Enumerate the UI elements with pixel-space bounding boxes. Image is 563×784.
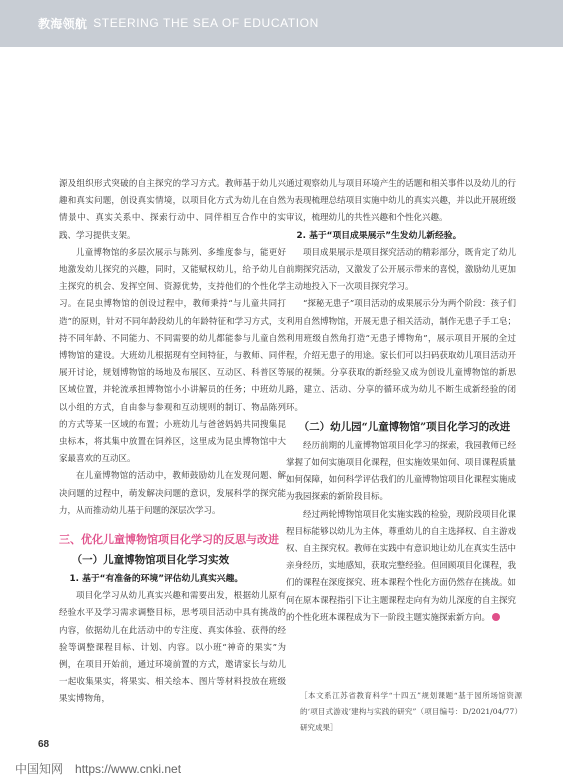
sub-subheading: 2. 基于“项目成果展示”生发幼儿新经验。 <box>296 230 462 241</box>
subsection-heading: （一）儿童博物馆项目化学习实效 <box>71 554 230 567</box>
page-number: 68 <box>38 739 50 750</box>
paragraph: 项目化学习从幼儿真实兴趣和需要出发，根据幼儿原有经验水平及学习需求调整目标，思考项目活动中具有挑战的内容，依据幼儿在此活动中的专注度、真实体验、获得的经验等调整课程目标、计划、内容。以小班“神奇的果实”为例，在项目开始前，通过环境前置的方式，邀请家长与幼儿一起收集果实，将果实、相关绘本、图片等材料投放在班级果实博物角， <box>59 591 286 705</box>
paragraph: 通过观察幼儿与项目环境产生的话题和相关事件以及幼儿的行为表现梳理总结项目实施中幼儿的真实兴趣，并以此开展班级审议，梳理幼儿的共性兴趣和个性化兴趣。 <box>286 179 516 224</box>
paragraph: 经历前期的儿童博物馆项目化学习的探索，我园教师已经掌握了如何实施项目化课程，但实施效果如何、项目课程质量如何保障，如何科学评估我们的儿童博物馆项目化课程实施成为我园探索的新阶段目标。 <box>286 440 516 503</box>
column-logo <box>38 13 319 33</box>
paragraph: “探秘无患子”项目活动的成果展示分为两个阶段：孩子们利用自然博物馆，开展无患子相关活动，制作无患子手工皂；利用班级自然角打造“无患子博物角”，展示项目开展的全过程，介绍无患子的用途。家长们可以扫码获取幼儿项目活动开展的视频。分享获取的新经验又成为创设儿童博物馆的新思路，建立、活动、分享的循环成为幼儿不断生成新经验的闭环。 <box>286 299 516 413</box>
header-band <box>0 0 563 47</box>
paragraph-text: 经过两轮博物馆项目化实施实践的检验，现阶段项目化课程目标能够以幼儿为主体，尊重幼儿的自主选择权、自主游戏权、自主探究权。教师在实践中有意识地让幼儿在真实生活中亲身经历，实地感知，获取完整经验。但回顾项目化课程，我们的课程在深度探究、班本课程个性化方面仍然存在挑战。如何在原本课程指引下让主题课程走向有为幼儿深度的自主探究的个性化班本课程成为下一阶段主题实施探索新方向。 <box>286 509 516 623</box>
watermark-url: https://www.cnki.net <box>75 761 182 776</box>
right-column <box>286 176 516 627</box>
column-title-cn: 教海领航 <box>38 16 88 31</box>
paragraph: 源及组织形式突破的自主探究的学习方式。教师基于幼儿兴趣和真实问题，创设真实情境，以项目化方式为幼儿在自然情景中、真实关系中、探索行动中、同伴相互合作中的实践、学习提供支架。 <box>59 179 286 241</box>
left-column <box>59 176 286 709</box>
end-mark-icon <box>492 613 500 621</box>
sub-subheading: 1. 基于“有准备的环境”评估幼儿真实兴趣。 <box>69 574 244 585</box>
paragraph: 在儿童博物馆的活动中，教师鼓励幼儿在发现问题、解决问题的过程中，萌发解决问题的意识，发展科学的探究能力，从而推动幼儿基于问题的深层次学习。 <box>59 471 286 516</box>
paragraph: 项目成果展示是项目探究活动的精彩部分，既肯定了幼儿前期探究活动，又激发了公开展示带来的喜悦，激励幼儿更加主动地投入下一次项目探究学习。 <box>286 247 516 293</box>
watermark-cn: 中国知网 <box>15 762 64 776</box>
watermark <box>15 760 181 777</box>
section-heading: 三、优化儿童博物馆项目化学习的反思与改进 <box>59 533 279 547</box>
subsection-heading: （二）幼儿园“儿童博物馆”项目化学习的改进 <box>298 420 511 433</box>
funding-note: ［本文系江苏省教育科学“十四五”规划课题“基于园所场馆资源的‘项目式游戏’建构与实践的研究”（项目编号：D/2021/04/77）研究成果］ <box>300 691 522 732</box>
column-title-en: STEERING THE SEA OF EDUCATION <box>93 16 319 30</box>
paragraph <box>286 507 516 627</box>
paragraph: 儿童博物馆的多层次展示与陈列、多维度参与，能更好地激发幼儿探究的兴趣，同时，又能赋权幼儿，给予幼儿自主探究的机会、发挥空间、资源优势，支持他们的个性化学习。在昆虫博物馆的创设过程中，教师秉持“与儿童共同打造”的原则，针对不同年龄段幼儿的年龄特征和学习方式，支持不同年龄、不同能力、不同需要的幼儿都能参与儿童自然博物馆的建设。大班幼儿根据现有空间特征，与教师、同伴展开讨论，规划博物馆的场地及布展区、互动区、科普区等区域位置，并轮流承担博物馆小小讲解员的任务；中班幼儿以小组的方式，自由参与参观和互动规则的制订、物品陈列的方式等某一区域的布置；小班幼儿与爸爸妈妈共同搜集昆虫标本，将其集中放置在饲养区，这里成为昆虫博物馆中大家最喜欢的互动区。 <box>59 247 286 465</box>
